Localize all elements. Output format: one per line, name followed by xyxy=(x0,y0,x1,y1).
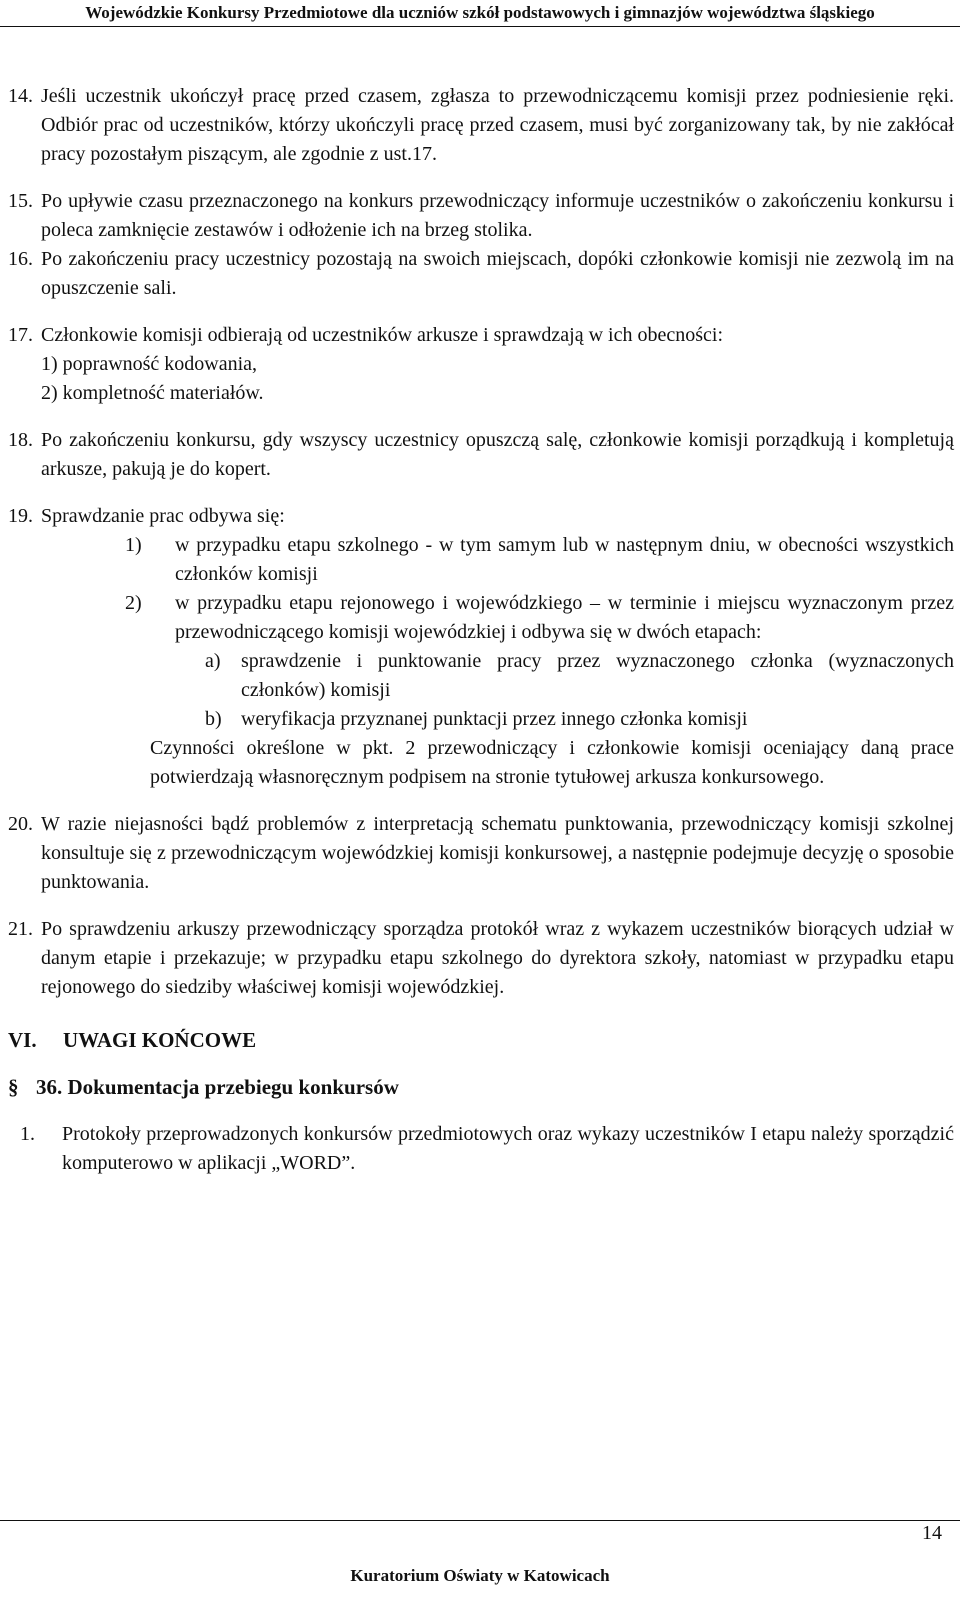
sublist-entry xyxy=(205,647,954,705)
footer-divider xyxy=(0,1520,960,1521)
subsection-title: 36. Dokumentacja przebiegu konkursów xyxy=(36,1075,399,1099)
list-item xyxy=(8,82,954,169)
item-number: 17. xyxy=(8,324,33,346)
sublist-entry: 1) poprawność kodowania, xyxy=(41,353,258,375)
section-number: VI. xyxy=(8,1028,37,1052)
list-item xyxy=(8,321,954,350)
sublist-entry xyxy=(125,531,954,589)
list-item xyxy=(8,245,954,303)
section-title: UWAGI KOŃCOWE xyxy=(63,1028,257,1052)
sublist-entry xyxy=(125,589,954,647)
item-text: Po zakończeniu pracy uczestnicy pozostają na swoich miejscach, dopóki członkowie komisji nie zezwolą im na opuszczenie sali. xyxy=(41,248,954,299)
sublist-entry: 2) kompletność materiałów. xyxy=(41,382,264,404)
item-text: Członkowie komisji odbierają od uczestników arkusze i sprawdzają w ich obecności: xyxy=(41,324,724,346)
sub-text: sprawdzenie i punktowanie pracy przez wyznaczonego członka (wyznaczonych członków) komisji xyxy=(241,650,954,701)
list-item xyxy=(20,1120,954,1178)
item-note: Czynności określone w pkt. 2 przewodniczący i członkowie komisji oceniający daną prace potwierdzają własnoręcznym podpisem na stronie tytułowej arkusza konkursowego. xyxy=(150,737,954,788)
item-number: 19. xyxy=(8,505,33,527)
paragraph-sign: § xyxy=(8,1075,19,1099)
page-footer: Kuratorium Oświaty w Katowicach xyxy=(350,1566,610,1585)
item-number: 18. xyxy=(8,429,33,451)
item-text: Jeśli uczestnik ukończył pracę przed czasem, zgłasza to przewodniczącemu komisji przez podniesienie ręki. Odbiór prac od uczestników, którzy ukończyli pracę przed czasem, musi być zorganizowany tak, by nie zakłócał pracy pozostałym piszącym, ale zgodnie z ust.17. xyxy=(41,85,954,165)
list-item xyxy=(8,426,954,484)
item-number: 15. xyxy=(8,190,33,212)
document-body xyxy=(8,82,954,1178)
sub-number: 1) xyxy=(125,534,142,556)
page-number: 14 xyxy=(922,1522,942,1544)
item-text: W razie niejasności bądź problemów z interpretacją schematu punktowania, przewodniczący komisji szkolnej konsultuje się z przewodniczącym wojewódzkiej komisji konkursowej, a następnie podejmuje decyzję o sposobie punktowania. xyxy=(41,813,954,893)
item-text: Sprawdzanie prac odbywa się: xyxy=(41,505,285,527)
item-number: 16. xyxy=(8,248,33,270)
sub-text: weryfikacja przyznanej punktacji przez innego członka komisji xyxy=(241,708,748,730)
sub-letter: a) xyxy=(205,650,221,672)
list-item xyxy=(8,810,954,897)
item-text: Po upływie czasu przeznaczonego na konkurs przewodniczący informuje uczestników o zakończeniu konkursu i poleca zamknięcie zestawów i odłożenie ich na brzeg stolika. xyxy=(41,190,954,241)
item-number: 20. xyxy=(8,813,33,835)
item-text: Protokoły przeprowadzonych konkursów przedmiotowych oraz wykazy uczestników I etapu należy sporządzić komputerowo w aplikacji „WORD”. xyxy=(62,1123,954,1174)
item-number: 1. xyxy=(20,1123,35,1145)
item-text: Po sprawdzeniu arkuszy przewodniczący sporządza protokół wraz z wykazem uczestników biorących udział w danym etapie i przekazuje; w przypadku etapu szkolnego do dyrektora szkoły, natomiast w przypadku etapu rejonowego do siedziby właściwej komisji wojewódzkiej. xyxy=(41,918,954,998)
subsection-heading xyxy=(8,1073,954,1102)
item-text: Po zakończeniu konkursu, gdy wszyscy uczestnicy opuszczą salę, członkowie komisji porządkują i kompletują arkusze, pakują je do kopert. xyxy=(41,429,954,480)
sub-letter: b) xyxy=(205,708,222,730)
list-item xyxy=(8,502,954,531)
page-header: Wojewódzkie Konkursy Przedmiotowe dla uczniów szkół podstawowych i gimnazjów województwa śląskiego xyxy=(0,0,960,27)
list-item xyxy=(8,187,954,245)
item-number: 14. xyxy=(8,85,33,107)
sub-text: w przypadku etapu rejonowego i wojewódzkiego – w terminie i miejscu wyznaczonym przez przewodniczącego komisji wojewódzkiej i odbywa się w dwóch etapach: xyxy=(175,592,954,643)
item-number: 21. xyxy=(8,918,33,940)
sublist-entry xyxy=(205,705,954,734)
section-heading xyxy=(8,1026,954,1055)
sub-text: w przypadku etapu szkolnego - w tym samym lub w następnym dniu, w obecności wszystkich członków komisji xyxy=(175,534,954,585)
list-item xyxy=(8,915,954,1002)
sub-number: 2) xyxy=(125,592,142,614)
